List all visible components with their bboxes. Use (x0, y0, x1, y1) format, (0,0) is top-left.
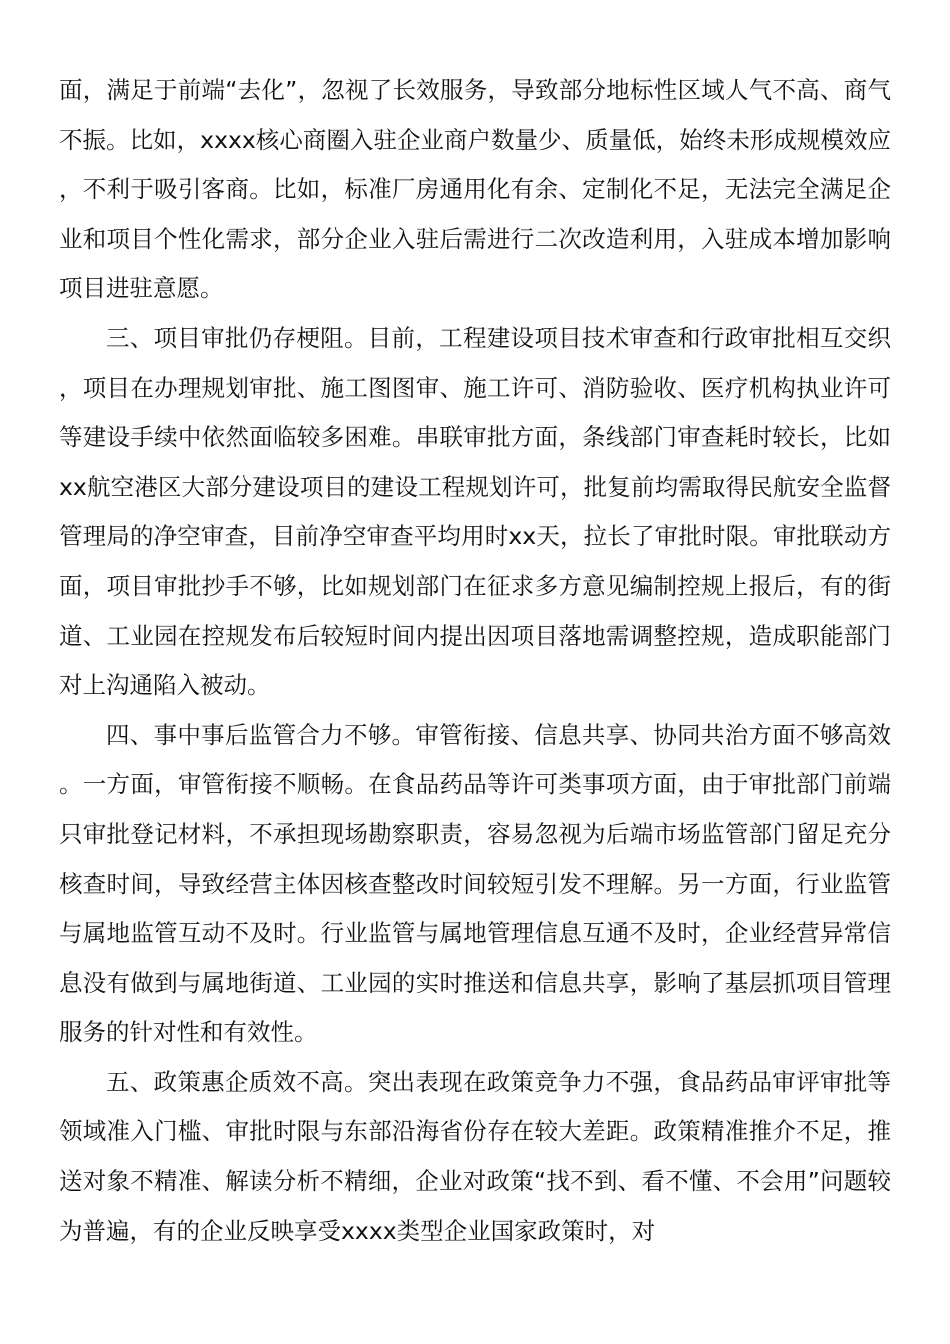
paragraph-continued: 面，满足于前端“去化”，忽视了长效服务，导致部分地标性区域人气不高、商气不振。比如，xxxx核心商圈入驻企业商户数量少、质量低，始终未形成规模效应，不利于吸引客商。比如，标准厂房通用化有余、定制化不足，无法完全满足企业和项目个性化需求，部分企业入驻后需进行二次改造利用，入驻成本增加影响项目进驻意愿。 (59, 76, 891, 303)
paragraph-section-four: 四、事中事后监管合力不够。审管衔接、信息共享、协同共治方面不够高效。一方面，审管衔接不顺畅。在食品药品等许可类事项方面，由于审批部门前端只审批登记材料，不承担现场勘察职责，容易忽视为后端市场监管部门留足充分核查时间，导致经营主体因核查整改时间较短引发不理解。另一方面，行业监管与属地监管互动不及时。行业监管与属地管理信息互通不及时，企业经营异常信息没有做到与属地街道、工业园的实时推送和信息共享，影响了基层抓项目管理服务的针对性和有效性。 (59, 720, 891, 1047)
paragraph-section-three: 三、项目审批仍存梗阻。目前，工程建设项目技术审查和行政审批相互交织，项目在办理规划审批、施工图图审、施工许可、消防验收、医疗机构执业许可等建设手续中依然面临较多困难。串联审批方面，条线部门审查耗时较长，比如xx航空港区大部分建设项目的建设工程规划许可，批复前均需取得民航安全监督管理局的净空审查，目前净空审查平均用时xx天，拉长了审批时限。审批联动方面，项目审批抄手不够，比如规划部门在征求多方意见编制控规上报后，有的街道、工业园在控规发布后较短时间内提出因项目落地需调整控规，造成职能部门对上沟通陷入被动。 (59, 323, 891, 700)
document-page (59, 66, 891, 1256)
paragraph-section-five: 五、政策惠企质效不高。突出表现在政策竞争力不强，食品药品审评审批等领域准入门槛、审批时限与东部沿海省份存在较大差距。政策精准推介不足，推送对象不精准、解读分析不精细，企业对政策“找不到、看不懂、不会用”问题较为普遍，有的企业反映享受xxxx类型企业国家政策时，对 (59, 1067, 891, 1245)
